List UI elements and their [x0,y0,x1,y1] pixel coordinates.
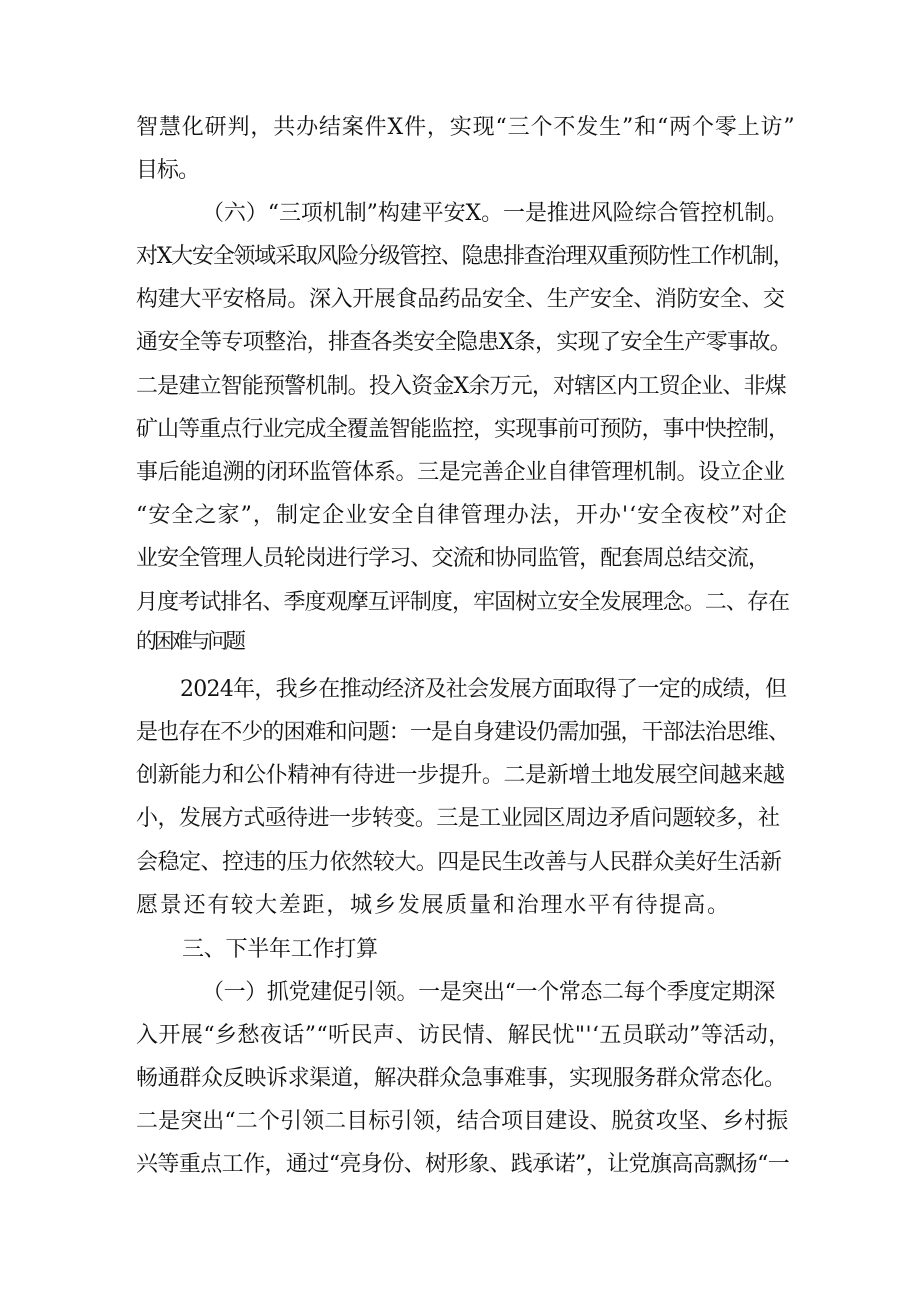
text-line: 畅通群众反映诉求渠道，解决群众急事难事，实现服务群众常态化。 [136,1066,786,1091]
section-heading-3: 三、下半年工作打算 [182,937,378,962]
text-line: 通安全等专项整治，排查各类安全隐患X条，实现了安全生产零事故。 [136,330,791,355]
text-line: 小，发展方式亟待进一步转变。三是工业园区周边矛盾问题较多，社 [136,806,780,831]
text-line: 业安全管理人员轮岗进行学习、交流和协同监管，配套周总结交流， [136,546,770,571]
text-line: 2024年，我乡在推动经济及社会发展方面取得了一定的成绩，但 [180,677,787,702]
paragraph-heading-6: （六）“三项机制”构建平安X。一是推进风险综合管控机制。 [202,201,789,226]
text-line: 月度考试排名、季度观摩互评制度，牢固树立安全发展理念。二、存在 [136,590,790,615]
text-line: 二是建立智能预警机制。投入资金X余万元，对辖区内工贸企业、非煤 [136,374,786,399]
text-line: 会稳定、控违的压力依然较大。四是民生改善与人民群众美好生活新 [136,850,782,875]
text-line: 构建大平安格局。深入开展食品药品安全、生产安全、消防安全、交 [136,287,785,312]
text-line: 事后能追溯的闭环监管体系。三是完善企业自律管理机制。设立企业 [136,460,785,485]
text-line: 矿山等重点行业完成全覆盖智能监控，实现事前可预防，事中快控制， [136,417,790,442]
text-line: 入开展“乡愁夜话”“听民声、访民情、解民忧"'‘五员联动”等活动， [136,1023,791,1048]
text-line: “安全之家”，制定企业安全自律管理办法，开办'‘安全夜校”对企 [136,503,788,528]
paragraph-heading-1: （一）抓党建促引领。一是突出“一个常态二每个季度定期深 [202,980,775,1005]
text-line: 二是突出“二个引领二目标引领，结合项目建设、脱贫攻坚、乡村振 [136,1109,789,1134]
text-line: 对X大安全领域采取风险分级管控、隐患排查治理双重预防性工作机制， [136,244,794,269]
text-line: 是也存在不少的困难和问题：一是自身建设仍需加强，干部法治思维、 [136,720,790,745]
text-line: 目标。 [136,158,200,183]
text-line: 愿景还有较大差距，城乡发展质量和治理水平有待提高。 [136,893,731,918]
text-line: 兴等重点工作，通过“亮身份、树形象、践承诺”，让党旗高高飘扬“一 [136,1152,790,1177]
text-line: 创新能力和公仆精神有待进一步提升。二是新增土地发展空间越来越 [136,763,785,788]
text-line: 智慧化研判，共办结案件X件，实现“三个不发生”和“两个零上访” [136,115,796,140]
section-heading-2: 的困难与问题 [136,629,243,653]
